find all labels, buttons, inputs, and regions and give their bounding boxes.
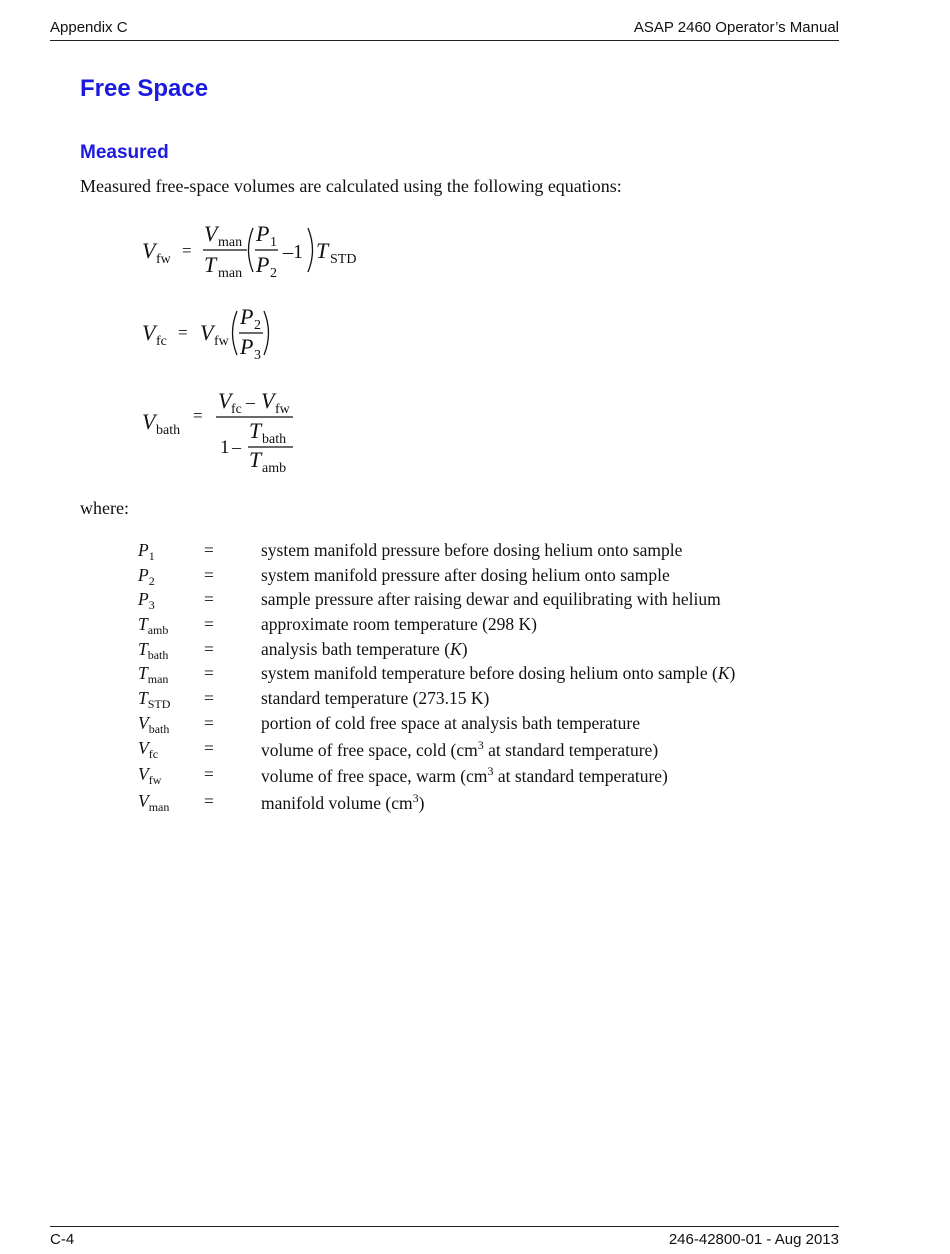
definition-text: standard temperature (273.15 K) — [261, 688, 490, 709]
equation-v-fc — [140, 303, 340, 373]
definition-row — [138, 612, 838, 637]
equals-sign: = — [204, 688, 214, 709]
svg-text:3: 3 — [254, 348, 261, 363]
svg-text:T: T — [316, 238, 329, 263]
definition-text: approximate room temperature (298 K) — [261, 614, 538, 635]
page-title: Free Space — [80, 75, 209, 102]
header-section: Appendix C — [50, 19, 128, 36]
definition-symbol: $P_3$ — [138, 589, 155, 613]
header-manual-title: ASAP 2460 Operator’s Manual — [633, 19, 839, 36]
svg-text:V: V — [218, 388, 232, 413]
page-header — [50, 18, 839, 41]
svg-text:P: P — [240, 334, 254, 359]
svg-text:V: V — [142, 409, 156, 434]
definition-text: volume of free space, cold ($cm^3$ at standard temperature) — [261, 737, 659, 760]
definition-text: volume of free space, warm ($cm^3$ at standard temperature) — [261, 764, 668, 786]
definition-row — [138, 762, 838, 789]
svg-text:V: V — [261, 388, 275, 413]
definition-text: system manifold pressure before dosing helium onto sample — [261, 540, 683, 560]
definition-text: analysis bath temperature (K) — [261, 638, 468, 659]
equation-v-bath — [140, 385, 360, 485]
equals-sign: = — [204, 790, 214, 811]
section-heading: Measured — [80, 142, 169, 163]
svg-text:fc: fc — [231, 402, 242, 417]
definition-text: sample pressure after raising dewar and equilibrating with helium — [261, 589, 721, 610]
definition-symbol: $V_{bath}$ — [138, 712, 170, 736]
svg-text:=: = — [178, 323, 188, 342]
svg-text:STD: STD — [330, 252, 357, 267]
definition-row — [138, 587, 838, 612]
equals-sign: = — [204, 663, 214, 684]
svg-text:bath: bath — [156, 423, 181, 438]
svg-text:P: P — [256, 221, 270, 246]
definition-row — [138, 789, 838, 814]
definition-symbol: $V_{man}$ — [138, 790, 170, 814]
svg-text:amb: amb — [262, 461, 287, 476]
definition-text: system manifold pressure after dosing helium onto sample — [261, 564, 670, 585]
definition-text: system manifold temperature before dosing helium onto sample (K) — [261, 663, 736, 684]
svg-text:P: P — [256, 252, 270, 277]
definition-text: portion of cold free space at analysis bath temperature — [261, 712, 641, 733]
definition-row — [138, 686, 838, 711]
svg-text:T: T — [249, 418, 262, 443]
equals-sign: = — [204, 614, 214, 635]
svg-text:2: 2 — [270, 266, 277, 281]
svg-text:bath: bath — [262, 432, 287, 447]
svg-text:=: = — [182, 241, 192, 260]
equation-v-fw — [140, 218, 400, 293]
equals-sign: = — [204, 540, 214, 560]
svg-text:V: V — [200, 320, 214, 345]
page-number: C-4 — [50, 1231, 75, 1248]
svg-text:V: V — [142, 238, 156, 263]
svg-text:T: T — [249, 447, 262, 472]
equals-sign: = — [204, 638, 214, 659]
equals-sign: = — [204, 712, 214, 733]
svg-text:1: 1 — [220, 437, 230, 458]
definition-symbol: $T_{amb}$ — [138, 614, 169, 638]
svg-text:V: V — [204, 221, 218, 246]
svg-text:–: – — [246, 392, 255, 412]
equals-sign: = — [204, 589, 214, 610]
svg-text:fc: fc — [156, 334, 167, 349]
definition-text: manifold volume $(cm^3)$ — [261, 790, 425, 813]
svg-text:man: man — [218, 266, 243, 281]
definition-row — [138, 736, 838, 763]
definition-row — [138, 711, 838, 736]
svg-text:fw: fw — [156, 252, 171, 267]
definition-symbol: $T_{STD}$ — [138, 688, 171, 712]
page-footer — [50, 1226, 839, 1253]
definition-row — [138, 661, 838, 686]
definition-symbol: $P_2$ — [138, 564, 155, 588]
svg-text:man: man — [218, 235, 243, 250]
svg-text:T: T — [204, 252, 217, 277]
definition-symbol: $V_{fw}$ — [138, 764, 162, 787]
svg-text:=: = — [193, 406, 203, 425]
definition-symbol: $T_{bath}$ — [138, 638, 169, 662]
equals-sign: = — [204, 737, 214, 758]
svg-text:fw: fw — [275, 402, 290, 417]
where-label: where: — [80, 498, 129, 518]
svg-text:1: 1 — [270, 235, 277, 250]
definition-list — [138, 538, 838, 813]
definition-symbol: $P_1$ — [138, 540, 155, 563]
svg-text:V: V — [142, 320, 156, 345]
definition-row — [138, 538, 838, 563]
svg-text:–1: –1 — [283, 241, 303, 263]
definition-symbol: $V_{fc}$ — [138, 737, 159, 761]
definition-row — [138, 637, 838, 662]
equals-sign: = — [204, 564, 214, 585]
svg-text:fw: fw — [214, 334, 229, 349]
svg-text:P: P — [240, 304, 254, 329]
document-number: 246-42800-01 - Aug 2013 — [668, 1231, 839, 1248]
definition-symbol: $T_{man}$ — [138, 663, 169, 687]
definition-row — [138, 563, 838, 588]
svg-text:2: 2 — [254, 318, 261, 333]
equals-sign: = — [204, 764, 214, 784]
svg-text:–: – — [232, 437, 241, 457]
intro-paragraph: Measured free-space volumes are calculated using the following equations: — [80, 176, 622, 196]
